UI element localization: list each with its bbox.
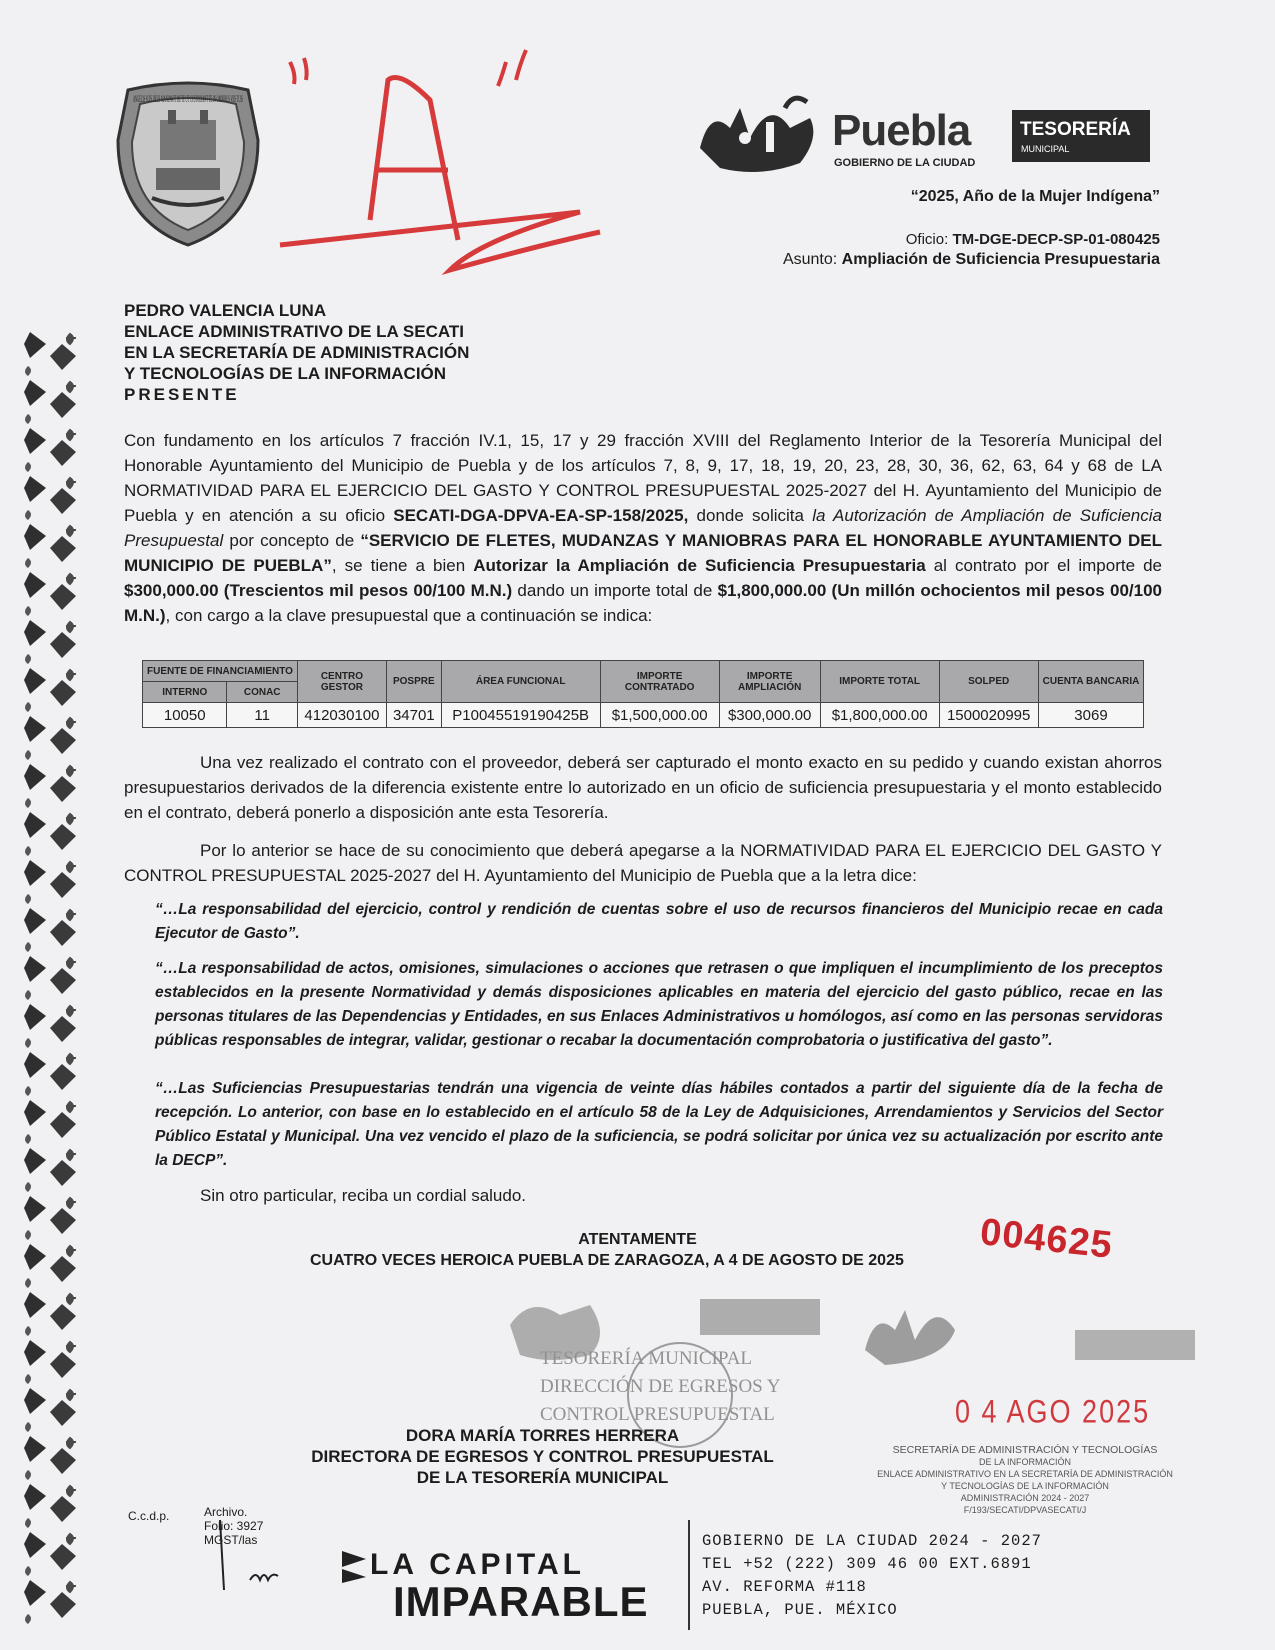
text-run: donde solicita — [688, 506, 813, 525]
archivo-label: Archivo. — [204, 1505, 248, 1519]
text-run: $1,800,000.00 (Un millón ochocientos mil pesos 00/100 M.N.) — [124, 581, 1162, 625]
text-run: Con fundamento en los artículos 7 fracción IV.1, 15, 17 y 29 fracción XVIII del Reglamento Interior de la Tesorería Municipal del Honorable Ayuntamiento del Municipio de Puebla y de los artículos 7, 8, 9, 17, 18, 19, 20, 23, 28, 30, 36, 62, 63, 64 y 68 de LA NORMATIVIDAD PARA EL EJERCICIO DEL GASTO Y CONTROL PRESUPUESTAL 2025-2027 del H. Ayuntamiento del Municipio de Puebla y en atención a su oficio — [124, 431, 1162, 525]
signer-title: DE LA TESORERÍA MUNICIPAL — [416, 1468, 669, 1487]
stamp-line: TESORERÍA MUNICIPAL — [540, 1348, 753, 1369]
puebla-emblem-icon — [690, 88, 830, 178]
city-seal-logo — [108, 80, 268, 250]
text-run: $300,000.00 (Trescientos mil pesos 00/100 M.N.) — [124, 581, 513, 600]
stamp-line: F/193/SECATI/DPVASECATI/J — [963, 1505, 1087, 1515]
stamp-line: Y TECNOLOGÍAS DE LA INFORMACIÓN — [941, 1481, 1109, 1491]
tesoreria-logo-box — [1012, 110, 1150, 162]
asunto-line — [783, 251, 1160, 269]
oficio-line — [906, 231, 1160, 248]
footer-line: GOBIERNO DE LA CIUDAD 2024 - 2027 — [702, 1532, 1042, 1550]
text-run: dando un importe total de — [512, 581, 718, 600]
stamp-line: DE LA INFORMACIÓN — [978, 1457, 1071, 1467]
logo-office: TESORERÍA — [1020, 119, 1131, 140]
footer-divider — [688, 1520, 690, 1630]
folio-label: Folio: 3927 — [204, 1519, 264, 1533]
recipient-block — [124, 300, 469, 405]
th-total: IMPORTE TOTAL — [820, 661, 939, 703]
footer-line: TEL +52 (222) 309 46 00 EXT.6891 — [702, 1555, 1032, 1573]
place-date: CUATRO VECES HEROICA PUEBLA DE ZARAGOZA, A 4 DE AGOSTO DE 2025 — [310, 1252, 904, 1269]
red-a-annotation — [280, 40, 650, 290]
cell-pospre: 34701 — [386, 703, 441, 728]
cell-solped: 1500020995 — [939, 703, 1038, 728]
cell-cuenta: 3069 — [1038, 703, 1144, 728]
th-centro: CENTRO GESTOR — [297, 661, 386, 703]
cell-centro: 412030100 — [297, 703, 386, 728]
stamp-line: DIRECCIÓN DE EGRESOS Y — [540, 1376, 781, 1397]
quote-1: “…La responsabilidad del ejercicio, control y rendición de cuentas sobre el uso de recursos financieros del Municipio recae en cada Ejecutor de Gasto”. — [155, 901, 1163, 942]
slogan-arrow-icon — [340, 1545, 370, 1585]
secati-stamp-text — [850, 1444, 1200, 1516]
quote-2: “…La responsabilidad de actos, omisiones, simulaciones o acciones que retrasen o que impliquen el incumplimiento de los preceptos establecidos en la presente Normatividad y demás disposiciones aplicables en materia del ejercicio del gasto público, recae en las personas titulares de las Dependencias y Entidades, en sus Enlaces Administrativos u homólogos, así como en las personas servidoras públicas responsables de integrar, validar, gestionar o recabar la documentación comprobatoria o justificativa del gasto”. — [155, 960, 1163, 1049]
cell-interno: 10050 — [143, 703, 227, 728]
oficio-number: TM-DGE-DECP-SP-01-080425 — [952, 231, 1160, 248]
folio-stamp: 004625 — [978, 1211, 1115, 1267]
cell-ampliacion: $300,000.00 — [719, 703, 820, 728]
logo-subtitle: GOBIERNO DE LA CIUDAD — [834, 157, 976, 169]
table-header-row — [143, 661, 1144, 682]
text-run: por concepto de — [223, 531, 361, 550]
th-ampliacion: IMPORTE AMPLIACIÓN — [719, 661, 820, 703]
text-run: , con cargo a la clave presupuestal que a continuación se indica: — [165, 606, 653, 625]
th-cuenta: CUENTA BANCARIA — [1038, 661, 1144, 703]
stamp-puebla-logo-icon — [855, 1290, 1205, 1380]
th-area: ÁREA FUNCIONAL — [441, 661, 600, 703]
seal-motto: ANGELIS SUIS DEUS MANDAVIT DE TE UT CUSTODIANT TE IN OMNIBUS VIIS TUIS — [133, 94, 243, 104]
stamp-line: CONTROL PRESUPUESTAL — [540, 1404, 775, 1425]
text-run: al contrato por el importe de — [925, 556, 1162, 575]
th-solped: SOLPED — [939, 661, 1038, 703]
oficio-label: Oficio: — [905, 231, 949, 248]
signer-name: DORA MARÍA TORRES HERRERA — [405, 1426, 680, 1445]
stamp-line: ADMINISTRACIÓN 2024 - 2027 — [960, 1493, 1090, 1503]
footer-line: AV. REFORMA #118 — [702, 1578, 867, 1596]
text-run: “SERVICIO DE FLETES, MUDANZAS Y MANIOBRAS PARA EL HONORABLE AYUNTAMIENTO DEL MUNICIPIO DE PUEBLA” — [124, 531, 1162, 575]
footer-address — [702, 1530, 1042, 1622]
cell-area: P10045519190425B — [441, 703, 600, 728]
text-run: , se tiene a bien — [331, 556, 474, 575]
signer-title: DIRECTORA DE EGRESOS Y CONTROL PRESUPUESTAL — [311, 1447, 774, 1466]
recipient-line: Y TECNOLOGÍAS DE LA INFORMACIÓN — [124, 364, 447, 383]
th-pospre: POSPRE — [386, 661, 441, 703]
recipient-line: EN LA SECRETARÍA DE ADMINISTRACIÓN — [124, 343, 470, 362]
logo-city-name: Puebla — [832, 106, 971, 155]
quote-3: “…Las Suficiencias Presupuestarias tendrán una vigencia de veinte días hábiles contados a partir del siguiente día de la fecha de recepción. Lo anterior, con base en lo establecido en el artículo 58 de la Ley de Adquisiciones, Arrendamientos y Servicios del Sector Público Estatal y Municipal. Una vez vencido el plazo de la suficiencia, se podrá solicitar por única vez su actualización por escrito ante la DECP”. — [155, 1080, 1163, 1169]
body-paragraph-2: Una vez realizado el contrato con el proveedor, deberá ser capturado el monto exacto en su pedido y cuando existan ahorros presupuestarios derivados de la diferencia existente entre lo autorizado en un oficio de suficiencia presupuestaria y el monto establecido en el contrato, deberá ponerlo a disposición ante esta Tesorería. — [124, 753, 1162, 822]
cell-conac: 11 — [227, 703, 298, 728]
red-a-drawing — [280, 40, 650, 290]
ccdp-label: C.c.d.p. — [128, 1509, 170, 1523]
cell-total: $1,800,000.00 — [820, 703, 939, 728]
received-date-stamp: 0 4 AGO 2025 — [955, 1393, 1151, 1430]
recipient-name: PEDRO VALENCIA LUNA — [124, 301, 327, 320]
recipient-line: ENLACE ADMINISTRATIVO DE LA SECATI — [124, 322, 464, 341]
tesoreria-stamp — [500, 1285, 840, 1445]
th-conac: CONAC — [227, 682, 298, 703]
th-contratado: IMPORTE CONTRATADO — [600, 661, 719, 703]
asunto-label: Asunto: — [782, 251, 838, 268]
budget-key-table — [142, 660, 1144, 728]
year-motto: “2025, Año de la Mujer Indígena” — [910, 188, 1160, 205]
logo-office-sub: MUNICIPAL — [1021, 144, 1070, 154]
recipient-greeting: PRESENTE — [124, 385, 240, 404]
table-row — [143, 703, 1144, 728]
footer-line: PUEBLA, PUE. MÉXICO — [702, 1601, 898, 1619]
text-run: la Autorización de Ampliación de Suficiencia Presupuestal — [124, 506, 1162, 550]
slogan-line-2: IMPARABLE — [393, 1578, 649, 1625]
text-run: SECATI-DGA-DPVA-EA-SP-158/2025, — [393, 506, 689, 525]
text-run: Autorizar la Ampliación de Suficiencia Presupuestaria — [473, 556, 926, 575]
th-interno: INTERNO — [143, 682, 227, 703]
body-paragraph-3: Por lo anterior se hace de su conocimiento que deberá apegarse a la NORMATIVIDAD PARA EL EJERCICIO DEL GASTO Y CONTROL PRESUPUESTAL 2025-2027 del H. Ayuntamiento del Municipio de Puebla que a la letra dice: — [124, 841, 1162, 885]
initials-label: MGST/las — [204, 1533, 258, 1547]
cell-contratado: $1,500,000.00 — [600, 703, 719, 728]
closing-line: Sin otro particular, reciba un cordial saludo. — [200, 1186, 527, 1205]
handwritten-initial-signature — [210, 1520, 290, 1600]
stamp-line: SECRETARÍA DE ADMINISTRACIÓN Y TECNOLOGÍAS — [892, 1444, 1158, 1456]
atentamente: ATENTAMENTE — [578, 1231, 697, 1248]
body-paragraph-1 — [124, 428, 1162, 628]
th-fuente: FUENTE DE FINANCIAMIENTO — [143, 661, 298, 682]
asunto-text: Ampliación de Suficiencia Presupuestaria — [841, 251, 1160, 268]
stamp-line: ENLACE ADMINISTRATIVO EN LA SECRETARÍA DE ADMINISTRACIÓN — [877, 1469, 1173, 1479]
slogan-line-1: LA CAPITAL — [370, 1548, 585, 1581]
